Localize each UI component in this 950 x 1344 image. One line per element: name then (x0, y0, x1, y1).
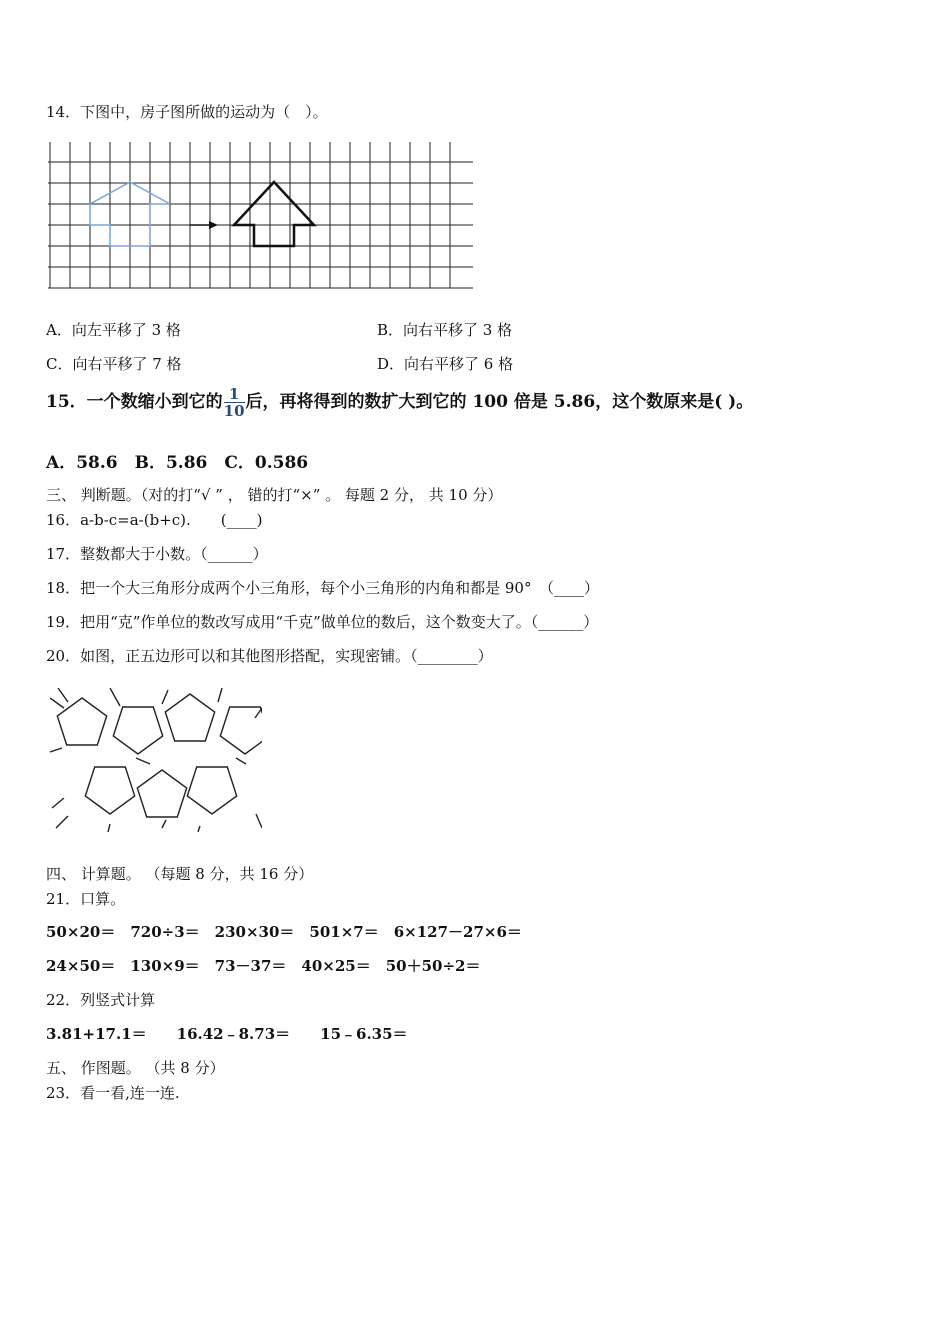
pentagon-shape (113, 707, 162, 754)
q15-options: A．58.6 B．5.86 C．0.586 (46, 453, 309, 473)
q19: 19．把用“克”作单位的数改写成用“千克”做单位的数后，这个数变大了。（______） (46, 613, 599, 631)
vertical-calc-row: 3.81+17.1＝ 16.42﹣8.73＝ 15﹣6.35＝ (46, 1025, 408, 1043)
fraction-numerator: 1 (228, 385, 240, 403)
tiling-edge (162, 820, 166, 828)
fraction-denominator: 10 (223, 402, 245, 420)
mental-math-row-2: 24×50＝ 130×9＝ 73－37＝ 40×25＝ 50＋50÷2＝ (46, 957, 481, 975)
pentagon-shape (85, 767, 134, 814)
q15-stem-after: 后，再将得到的数扩大到它的 100 倍是 5.86，这个数原来是( )。 (245, 392, 754, 412)
q18: 18．把一个大三角形分成两个小三角形，每个小三角形的内角和都是 90° （____） (46, 579, 599, 597)
q22: 22．列竖式计算 (46, 991, 156, 1009)
tiling-edge (236, 758, 246, 764)
moved-house-shape (234, 182, 314, 246)
pentagon-shape (137, 770, 186, 817)
fraction (224, 386, 245, 419)
mental-math-row-1: 50×20＝ 720÷3＝ 230×30＝ 501×7＝ 6×127－27×6＝ (46, 923, 522, 941)
q23: 23．看一看,连一连. (46, 1084, 180, 1102)
q14-option-d: D．向右平移了 6 格 (377, 355, 514, 373)
section3-heading: 三、 判断题。（对的打“√ ” ， 错的打“×” 。 每题 2 分， 共 10 分） (46, 486, 503, 504)
tiling-edge (50, 748, 62, 752)
pentagon-shape (165, 694, 214, 741)
q17: 17．整数都大于小数。（______） (46, 545, 268, 563)
tiling-edge (256, 814, 262, 828)
tiling-edge (162, 690, 168, 704)
tiling-edge (110, 688, 120, 706)
q20: 20．如图，正五边形可以和其他图形搭配，实现密铺。（________） (46, 647, 493, 665)
q15-stem-before: 15．一个数缩小到它的 (46, 392, 223, 412)
tiling-edge (52, 798, 64, 808)
tiling-edge (136, 758, 150, 764)
tiling-edge (58, 688, 68, 702)
tiling-edge (255, 708, 262, 718)
pentagon-shape (220, 707, 262, 754)
section4-heading: 四、 计算题。 （每题 8 分，共 16 分） (46, 865, 314, 883)
q14-option-a: A．向左平移了 3 格 (46, 321, 181, 339)
tiling-edge (198, 826, 200, 832)
q14-option-c: C．向右平移了 7 格 (46, 355, 182, 373)
section5-heading: 五、 作图题。 （共 8 分） (46, 1059, 225, 1077)
pentagon-shape (187, 767, 236, 814)
tiling-edge (50, 698, 64, 708)
pentagon-shape (57, 698, 106, 745)
q21: 21．口算。 (46, 890, 126, 908)
tiling-edge (108, 824, 110, 832)
pentagon-tiling-figure (50, 688, 262, 832)
q14-option-b: B．向右平移了 3 格 (377, 321, 513, 339)
q15-stem (46, 386, 753, 419)
tiling-edge (218, 688, 222, 702)
q14-stem: 14．下图中，房子图所做的运动为（ ）。 (46, 103, 328, 121)
arrow-head-icon (209, 221, 218, 229)
grid-figure (48, 140, 478, 290)
q16: 16．a-b-c=a-(b+c). (____) (46, 511, 263, 529)
tiling-edge (56, 816, 68, 828)
